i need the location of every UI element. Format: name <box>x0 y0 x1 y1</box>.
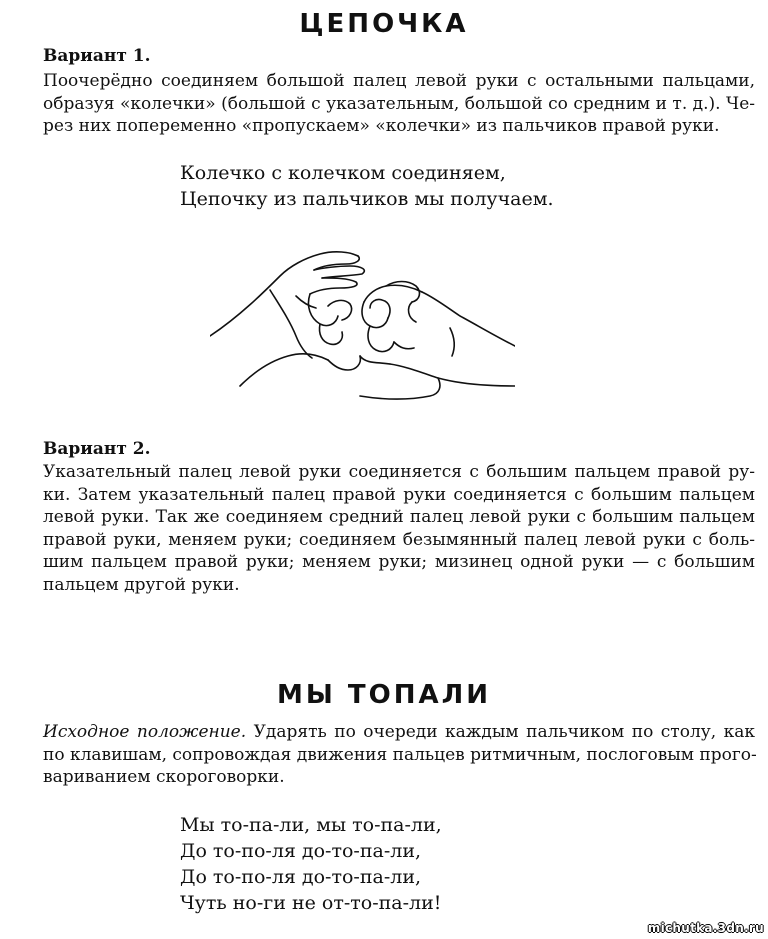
poem-line: Колечко с колечком соединяем, <box>180 162 506 184</box>
section-title-we-stomped: МЫ ТОПАЛИ <box>277 680 491 710</box>
section-title-chain: ЦЕПОЧКА <box>299 9 469 39</box>
variant-2-heading: Вариант 2. <box>43 439 151 459</box>
text-line: по клавишам, сопровождая движения пальцев ритмичным, послоговым прого- <box>43 744 757 765</box>
text-line: пальцем другой руки. <box>43 574 240 595</box>
intro-rest: Ударять по очереди каждым пальчиком по столу, как <box>246 722 756 742</box>
poem-chain <box>180 160 554 212</box>
text-line: образуя «колечки» (большой с указательным, большой со средним и т. д.). Че- <box>43 93 755 114</box>
section-2-intro <box>43 721 755 789</box>
poem-line: Цепочку из пальчиков мы получаем. <box>180 188 554 210</box>
site-watermark: michutka.3dn.ru <box>647 921 764 935</box>
text-line: правой руки, меняем руки; соединяем безымянный палец левой руки с боль- <box>43 529 755 550</box>
text-line: Указательный палец левой руки соединяется с большим пальцем правой ру- <box>43 462 755 482</box>
text-line: ки. Затем указательный палец правой руки соединяется с большим пальцем <box>43 484 755 505</box>
text-line: рез них попеременно «пропускаем» «колечки» из пальчиков правой руки. <box>43 116 720 136</box>
intro-label: Исходное положение. <box>43 722 247 742</box>
poem-we-stomped <box>180 812 442 916</box>
hands-chain-illustration <box>210 236 515 404</box>
text-line: Поочерёдно соединяем большой палец левой руки с остальными пальцами, <box>43 71 755 91</box>
text-line: левой руки. Так же соединяем средний палец левой руки с большим пальцем <box>43 507 755 527</box>
text-line: вариванием скороговорки. <box>43 767 285 787</box>
text-line <box>43 721 755 744</box>
text-line: шим пальцем правой руки; меняем руки; мизинец одной руки — с большим <box>43 552 755 572</box>
poem-line: Чуть но-ги не от-то-па-ли! <box>180 892 442 914</box>
variant-1-heading: Вариант 1. <box>43 46 151 66</box>
poem-line: Мы то-па-ли, мы то-па-ли, <box>180 814 442 836</box>
poem-line: До то-по-ля до-то-па-ли, <box>180 866 422 888</box>
variant-1-text <box>43 70 755 138</box>
variant-2-text <box>43 461 755 596</box>
poem-line: До то-по-ля до-то-па-ли, <box>180 840 422 862</box>
